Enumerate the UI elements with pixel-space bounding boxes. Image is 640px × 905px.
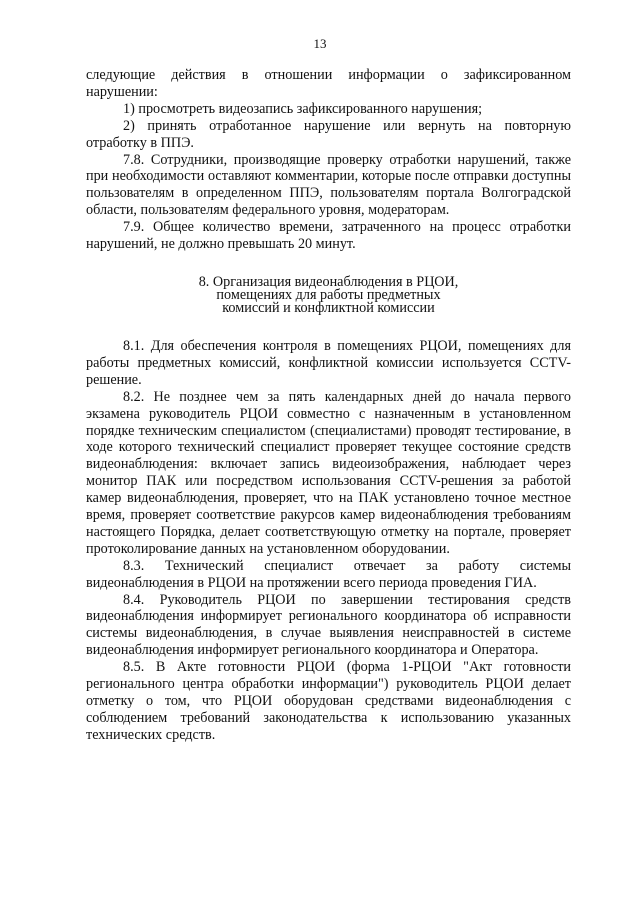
section-heading-line-2: помещениях для работы предметных bbox=[216, 286, 441, 303]
section-heading-line-3: комиссий и конфликтной комиссии bbox=[222, 299, 435, 316]
document-body bbox=[86, 67, 571, 744]
list-item-accept-or-return: 2) принять отработанное нарушение или вернуть на повторную отработку в ППЭ. bbox=[86, 117, 571, 151]
paragraph-8-2: 8.2. Не позднее чем за пять календарных дней до начала первого экзамена руководитель РЦОИ совместно с назначенным в установленном порядке техническим специалистом (специалистами) проводят тестирование, в ходе которого технический специалист проверяет текущее состояние средств видеонаблюдения: включает запись видеоизображения, наблюдает через монитор ПАК или посредством использования CCTV-решения за работой камер видеонаблюдения, проверяет, что на ПАК установлено точное местное время, проверяет соответствие ракурсов камер видеонаблюдения требованиям настоящего Порядка, делает соответствующую отметку на портале, проверяет протоколирование данных на установленном оборудовании. bbox=[86, 388, 571, 557]
section-heading bbox=[86, 273, 571, 316]
list-item-view-video: 1) просмотреть видеозапись зафиксированного нарушения; bbox=[123, 100, 483, 117]
paragraph-8-4: 8.4. Руководитель РЦОИ по завершении тестирования средств видеонаблюдения информирует регионального координатора об исправности системы видеонаблюдения, в случае выявления неисправностей в системе видеонаблюдения информирует регионального координатора и Оператора. bbox=[86, 591, 571, 659]
paragraph-7-9: 7.9. Общее количество времени, затраченного на процесс отработки нарушений, не должно превышать 20 минут. bbox=[86, 219, 571, 253]
paragraph-continuation: следующие действия в отношении информации о зафиксированном нарушении: bbox=[86, 67, 571, 100]
section-heading-line-1: 8. Организация видеонаблюдения в РЦОИ, bbox=[198, 273, 459, 290]
paragraph-8-1: 8.1. Для обеспечения контроля в помещениях РЦОИ, помещениях для работы предметных комиссий, конфликтной комиссии используется CCTV-решение. bbox=[86, 337, 571, 388]
paragraph-8-3: 8.3. Технический специалист отвечает за работу системы видеонаблюдения в РЦОИ на протяжении всего периода проведения ГИА. bbox=[86, 557, 571, 591]
paragraph-7-8: 7.8. Сотрудники, производящие проверку отработки нарушений, также при необходимости оставляют комментарии, которые после отправки доступны пользователям в определенном ППЭ, пользователям портала Волгоградской области, пользователям федерального уровня, модераторам. bbox=[86, 151, 571, 219]
page-number: 13 bbox=[313, 36, 327, 51]
paragraph-8-5: 8.5. В Акте готовности РЦОИ (форма 1-РЦОИ "Акт готовности регионального центра обработки информации") руководитель РЦОИ делает отметку о том, что РЦОИ оборудован средствами видеонаблюдения с соблюдением требований законодательства к использованию указанных технических средств. bbox=[86, 659, 571, 743]
